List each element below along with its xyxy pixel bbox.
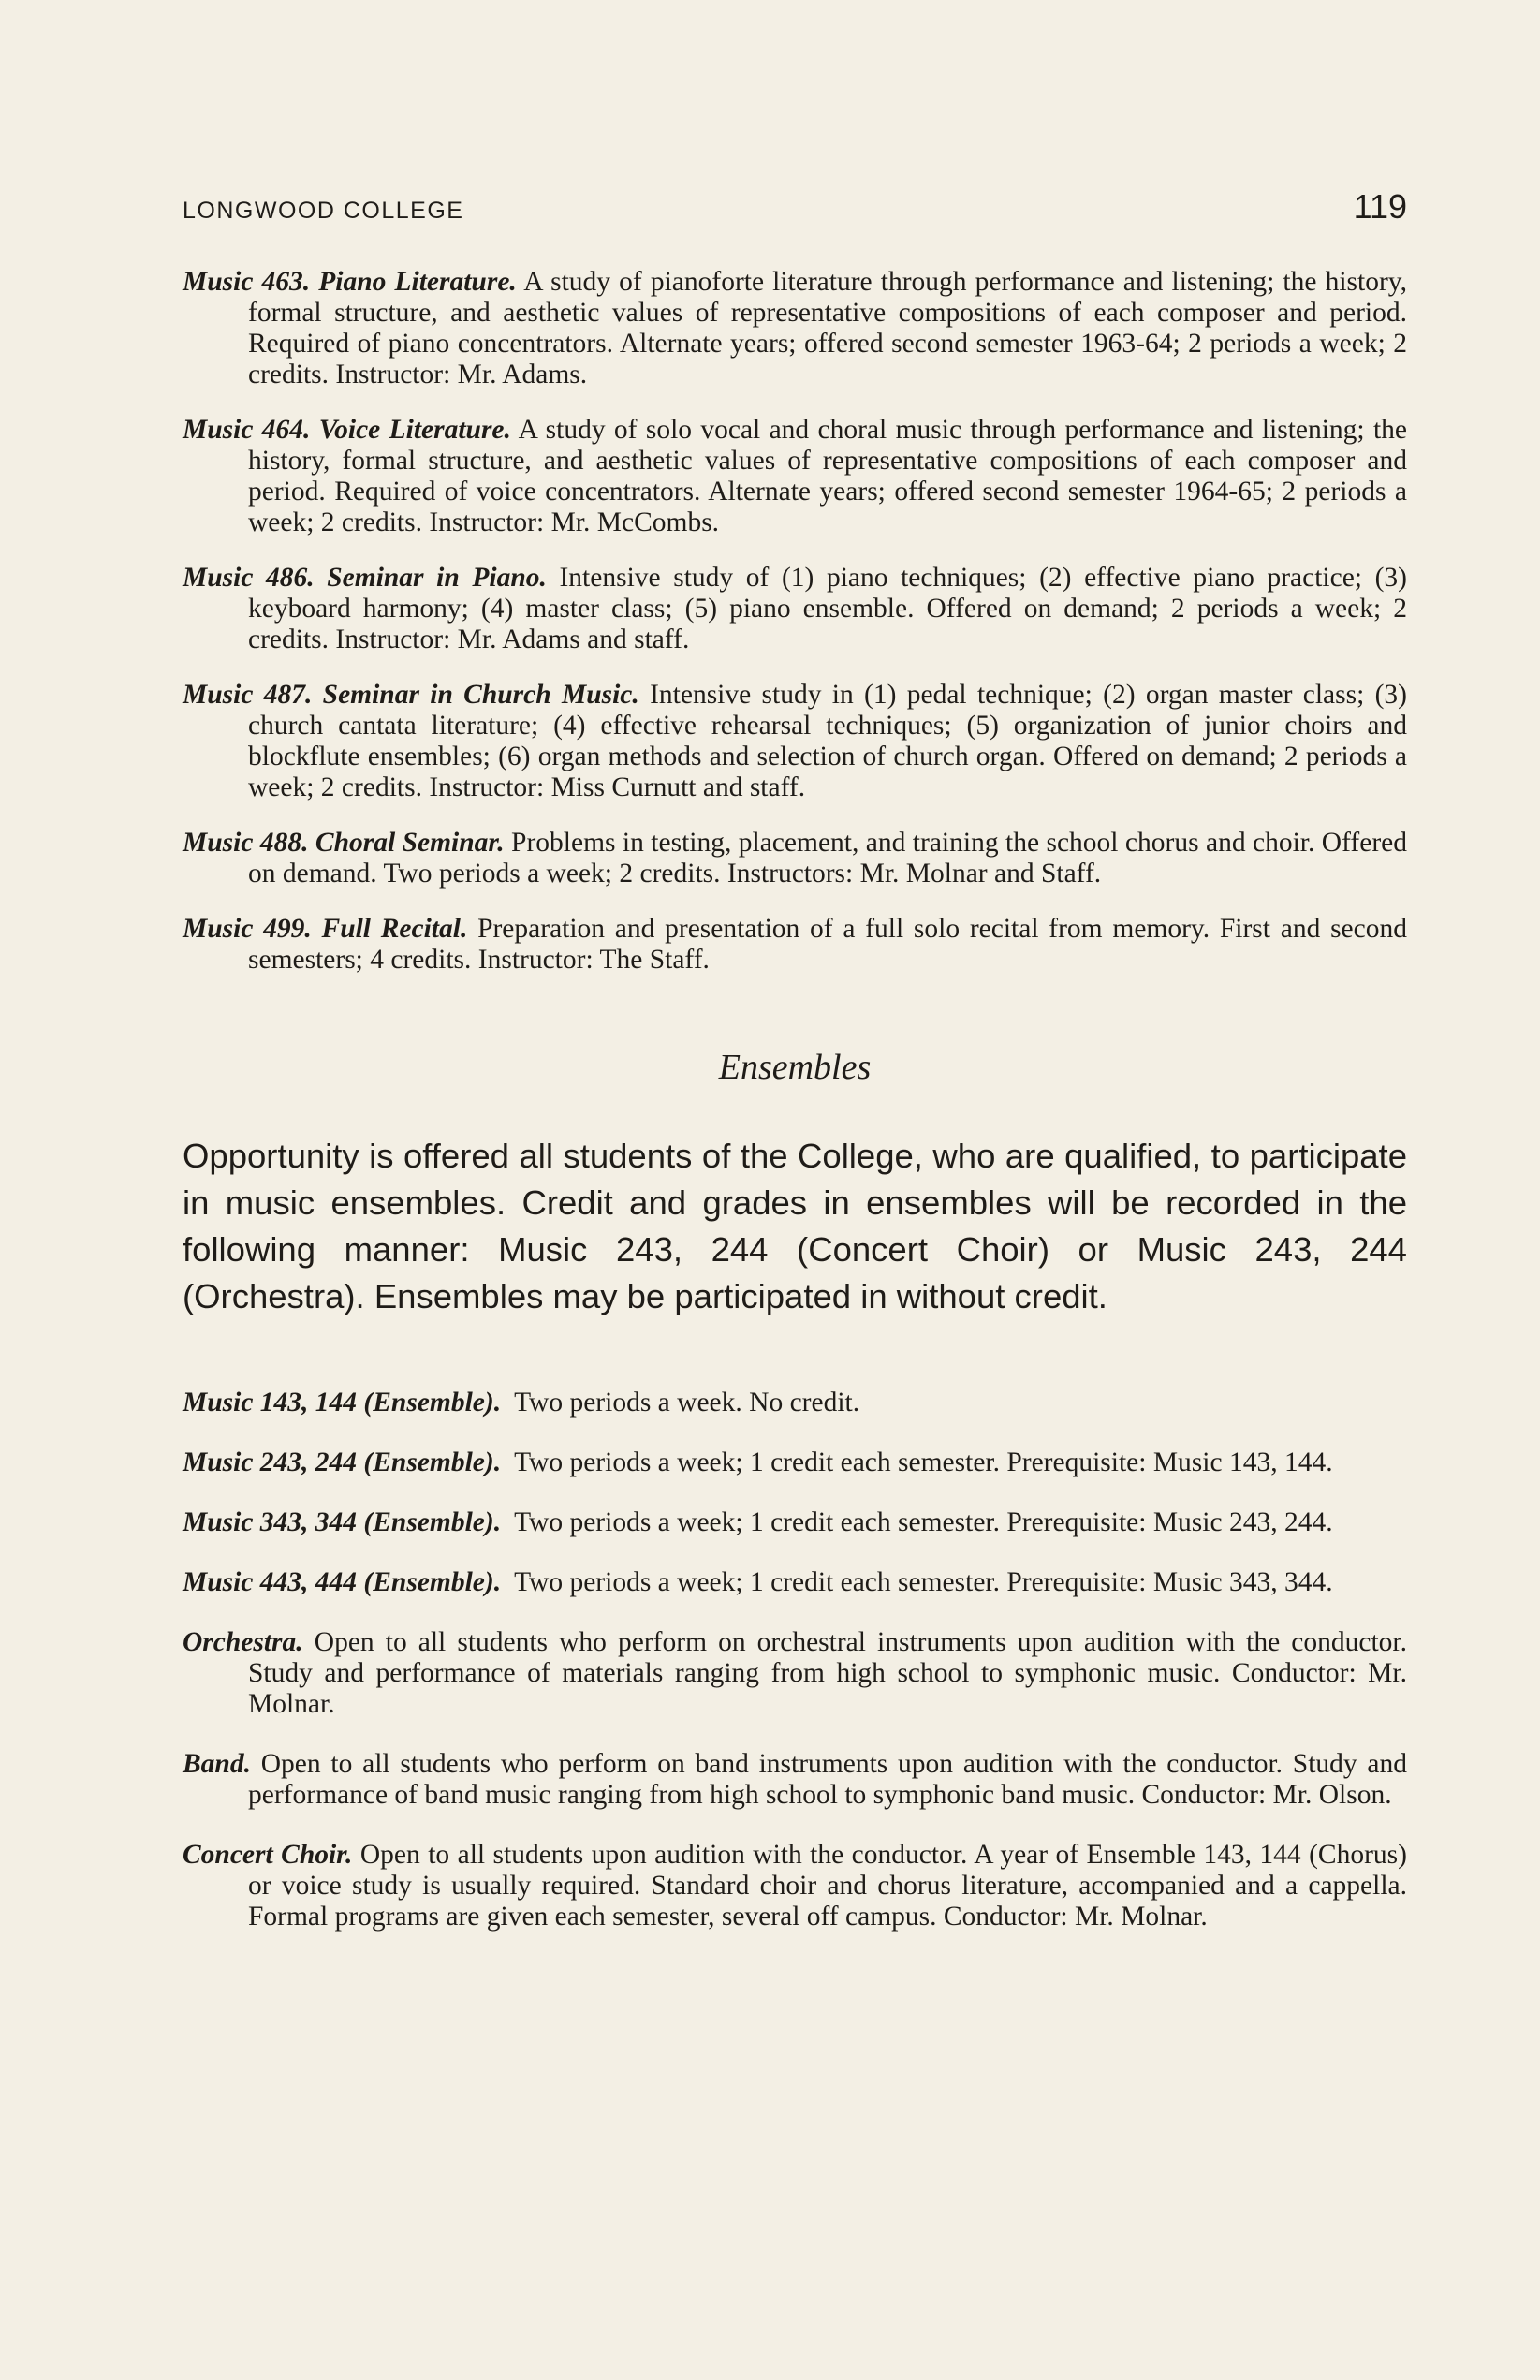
ensemble-title: Concert Choir. — [183, 1840, 353, 1870]
ensemble-entry-orchestra — [183, 1627, 1407, 1720]
ensemble-entry-music-343 — [183, 1507, 1407, 1538]
ensemble-entry-music-243 — [183, 1447, 1407, 1478]
course-title: Music 464. Voice Literature. — [183, 415, 511, 445]
ensemble-title: Orchestra. — [183, 1627, 303, 1657]
ensemble-title: Music 443, 444 (Ensemble). — [183, 1567, 502, 1597]
ensemble-entry-music-143 — [183, 1388, 1407, 1418]
ensemble-title: Music 343, 344 (Ensemble). — [183, 1507, 502, 1537]
course-description: A study of pianoforte literature through performance and listening; the history, formal structure, and aesthetic values of representative compositions of each composer and period. Required of piano concentrators. Alternate years; offered second semester 1963-64; 2 periods a week; 2 credits. Instructor: Mr. Adams. — [248, 267, 1407, 389]
ensembles-heading: Ensembles — [718, 1048, 872, 1087]
course-entry-music-464 — [183, 415, 1407, 538]
ensemble-description: Two periods a week; 1 credit each semester. Prerequisite: Music 243, 244. — [514, 1507, 1333, 1537]
ensemble-description: Two periods a week; 1 credit each semester. Prerequisite: Music 343, 344. — [514, 1567, 1333, 1597]
ensemble-list — [183, 1388, 1407, 1932]
course-title: Music 499. Full Recital. — [183, 914, 468, 944]
course-description: Problems in testing, placement, and training the school chorus and choir. Offered on demand. Two periods a week; 2 credits. Instructors: Mr. Molnar and Staff. — [248, 828, 1407, 889]
running-title: LONGWOOD COLLEGE — [183, 198, 464, 224]
course-description: Preparation and presentation of a full solo recital from memory. First and second semesters; 4 credits. Instructor: The Staff. — [248, 914, 1407, 975]
course-description: A study of solo vocal and choral music through performance and listening; the history, formal structure, and aesthetic values of representative compositions of each composer and period. Required of voice concentrators. Alternate years; offered second semester 1964-65; 2 periods a week; 2 credits. Instructor: Mr. McCombs. — [248, 415, 1408, 537]
ensemble-entry-band — [183, 1749, 1407, 1811]
ensemble-description: Two periods a week; 1 credit each semester. Prerequisite: Music 143, 144. — [514, 1447, 1333, 1477]
ensemble-title: Band. — [183, 1749, 251, 1779]
course-entry-music-488 — [183, 828, 1407, 889]
ensemble-entry-music-443 — [183, 1567, 1407, 1598]
course-entry-music-463 — [183, 267, 1407, 390]
course-list — [183, 267, 1407, 976]
page-number: 119 — [1353, 187, 1407, 226]
course-title: Music 488. Choral Seminar. — [183, 828, 505, 858]
course-entry-music-499 — [183, 914, 1407, 976]
page-header — [183, 187, 1407, 227]
course-description: Intensive study of (1) piano techniques; (2) effective piano practice; (3) keyboard harmony; (4) master class; (5) piano ensemble. Offered on demand; 2 periods a week; 2 credits. Instructor: Mr. Adams and staff. — [248, 563, 1408, 654]
ensemble-description: Open to all students upon audition with the conductor. A year of Ensemble 143, 144 (Chorus) or voice study is usually required. Standard choir and chorus literature, accompanied and a cappella. Formal programs are given each semester, several off campus. Conductor: Mr. Molnar. — [248, 1840, 1407, 1932]
course-entry-music-487 — [183, 680, 1407, 803]
course-title: Music 486. Seminar in Piano. — [183, 563, 547, 593]
course-title: Music 487. Seminar in Church Music. — [183, 680, 639, 710]
ensemble-entry-concert-choir — [183, 1840, 1407, 1932]
ensemble-title: Music 143, 144 (Ensemble). — [183, 1388, 502, 1418]
ensemble-title: Music 243, 244 (Ensemble). — [183, 1447, 502, 1477]
course-description: Intensive study in (1) pedal technique; (2) organ master class; (3) church cantata literature; (4) effective rehearsal techniques; (5) organization of junior choirs and blockflute ensembles; (6) organ methods and selection of church organ. Offered on demand; 2 periods a week; 2 credits. Instructor: Miss Curnutt and staff. — [248, 680, 1407, 802]
ensembles-intro: Opportunity is offered all students of the College, who are qualified, to participate in music ensembles. Credit and grades in ensembles will be recorded in the following manner: Music 243, 244 (Concert Choir) or Music 243, 244 (Orchestra). Ensembles may be participated in without credit. — [183, 1137, 1407, 1315]
ensemble-description: Open to all students who perform on band instruments upon audition with the conductor. Study and performance of band music ranging from high school to symphonic band music. Conductor: Mr. Olson. — [248, 1749, 1407, 1810]
ensemble-description: Two periods a week. No credit. — [514, 1388, 860, 1418]
course-title: Music 463. Piano Literature. — [183, 267, 517, 297]
ensemble-description: Open to all students who perform on orchestral instruments upon audition with the conductor. Study and performance of materials ranging from high school to symphonic music. Conductor: Mr. Molnar. — [248, 1627, 1407, 1719]
page-body — [183, 267, 1407, 1961]
course-entry-music-486 — [183, 563, 1407, 655]
